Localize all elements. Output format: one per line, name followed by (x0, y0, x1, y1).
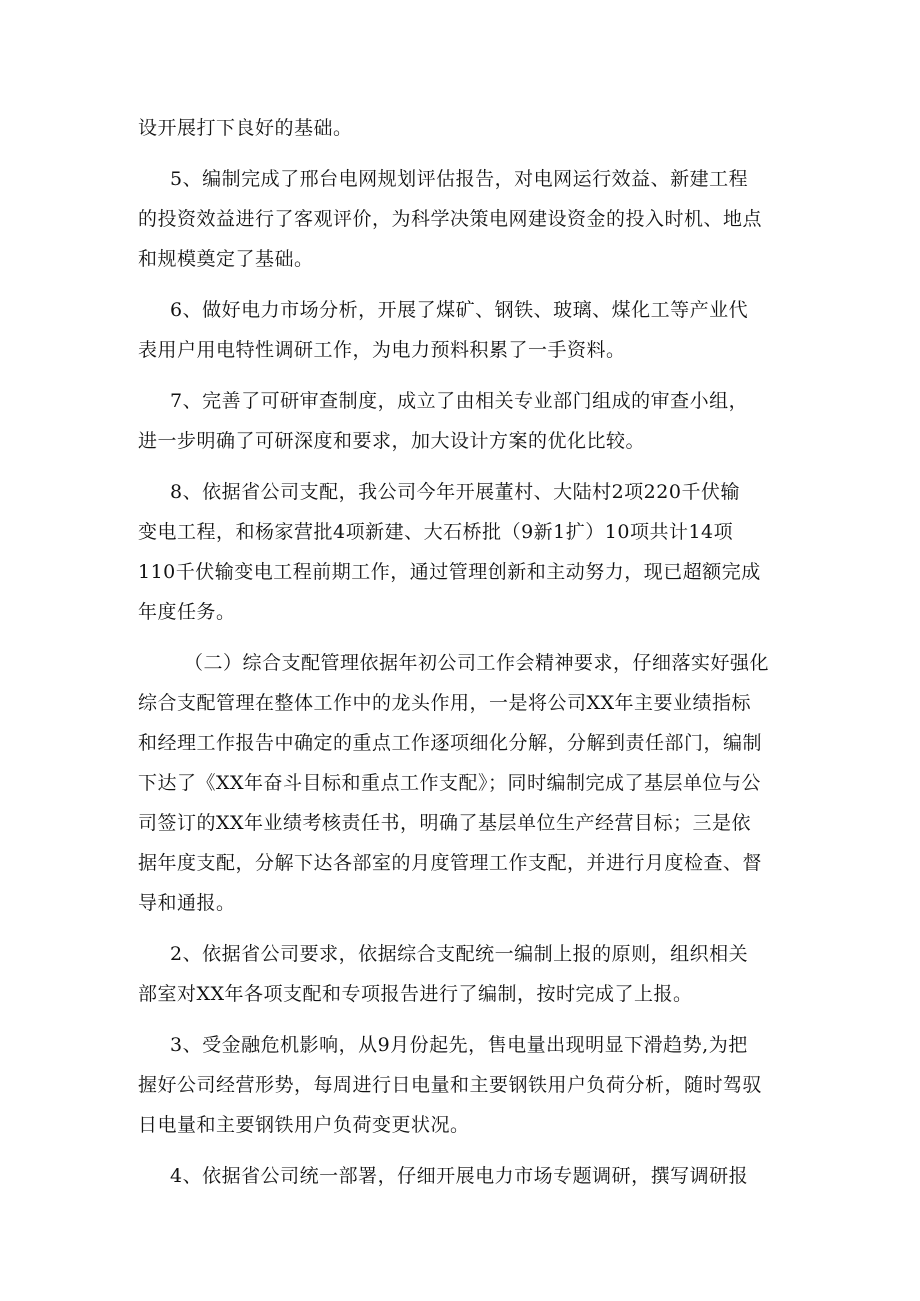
paragraph-item-7 (138, 381, 788, 461)
paragraph-continuation (138, 108, 788, 148)
text-line: 导和通报。 (138, 892, 236, 914)
text-line: 110千伏输变电工程前期工作，通过管理创新和主动努力，现已超额完成 (138, 561, 761, 583)
paragraph-item-8 (138, 472, 788, 632)
text-line: 3、受金融危机影响，从9月份起先，售电量出现明显下滑趋势,为把 (170, 1034, 748, 1056)
paragraph-item-2 (138, 934, 788, 1014)
text-line: 年度任务。 (138, 601, 236, 623)
text-line: （二）综合支配管理依据年初公司工作会精神要求，仔细落实好强化 (184, 652, 770, 674)
text-line: 8、依据省公司支配，我公司今年开展董村、大陆村2项220千伏输 (170, 481, 740, 503)
text-line: 2、依据省公司要求，依据综合支配统一编制上报的原则，组织相关 (170, 943, 749, 965)
text-line: 6、做好电力市场分析，开展了煤矿、钢铁、玻璃、煤化工等产业代 (170, 299, 749, 321)
text-line: 握好公司经营形势，每周进行日电量和主要钢铁用户负荷分析，随时驾驭 (138, 1074, 763, 1096)
paragraph-section-2 (138, 643, 788, 923)
text-line: 综合支配管理在整体工作中的龙头作用，一是将公司XX年主要业绩指标 (138, 692, 752, 714)
text-line: 据年度支配，分解下达各部室的月度管理工作支配，并进行月度检查、督 (138, 852, 763, 874)
text-line: 设开展打下良好的基础。 (138, 117, 353, 139)
text-line: 日电量和主要钢铁用户负荷变更状况。 (138, 1114, 470, 1136)
text-line: 7、完善了可研审查制度，成立了由相关专业部门组成的审查小组， (170, 390, 749, 412)
text-line: 的投资效益进行了客观评价，为科学决策电网建设资金的投入时机、地点 (138, 208, 763, 230)
text-line: 5、编制完成了邢台电网规划评估报告，对电网运行效益、新建工程 (170, 168, 749, 190)
text-line: 和经理工作报告中确定的重点工作逐项细化分解，分解到责任部门，编制 (138, 732, 763, 754)
document-body (138, 108, 788, 1196)
text-line: 司签订的XX年业绩考核责任书，明确了基层单位生产经营目标；三是依 (138, 812, 752, 834)
text-line: 表用户用电特性调研工作，为电力预料积累了一手资料。 (138, 339, 626, 361)
paragraph-item-6 (138, 290, 788, 370)
text-line: 部室对XX年各项支配和专项报告进行了编制，按时完成了上报。 (138, 983, 693, 1005)
text-line: 下达了《XX年奋斗目标和重点工作支配》；同时编制完成了基层单位与公 (138, 772, 762, 794)
paragraph-item-4 (138, 1156, 788, 1196)
text-line: 和规模奠定了基础。 (138, 248, 314, 270)
text-line: 变电工程，和杨家营批4项新建、大石桥批（9新1扩）10项共计14项 (138, 521, 734, 543)
text-line: 4、依据省公司统一部署，仔细开展电力市场专题调研，撰写调研报 (170, 1165, 749, 1187)
paragraph-item-3 (138, 1025, 788, 1145)
paragraph-item-5 (138, 159, 788, 279)
text-line: 进一步明确了可研深度和要求，加大设计方案的优化比较。 (138, 430, 646, 452)
